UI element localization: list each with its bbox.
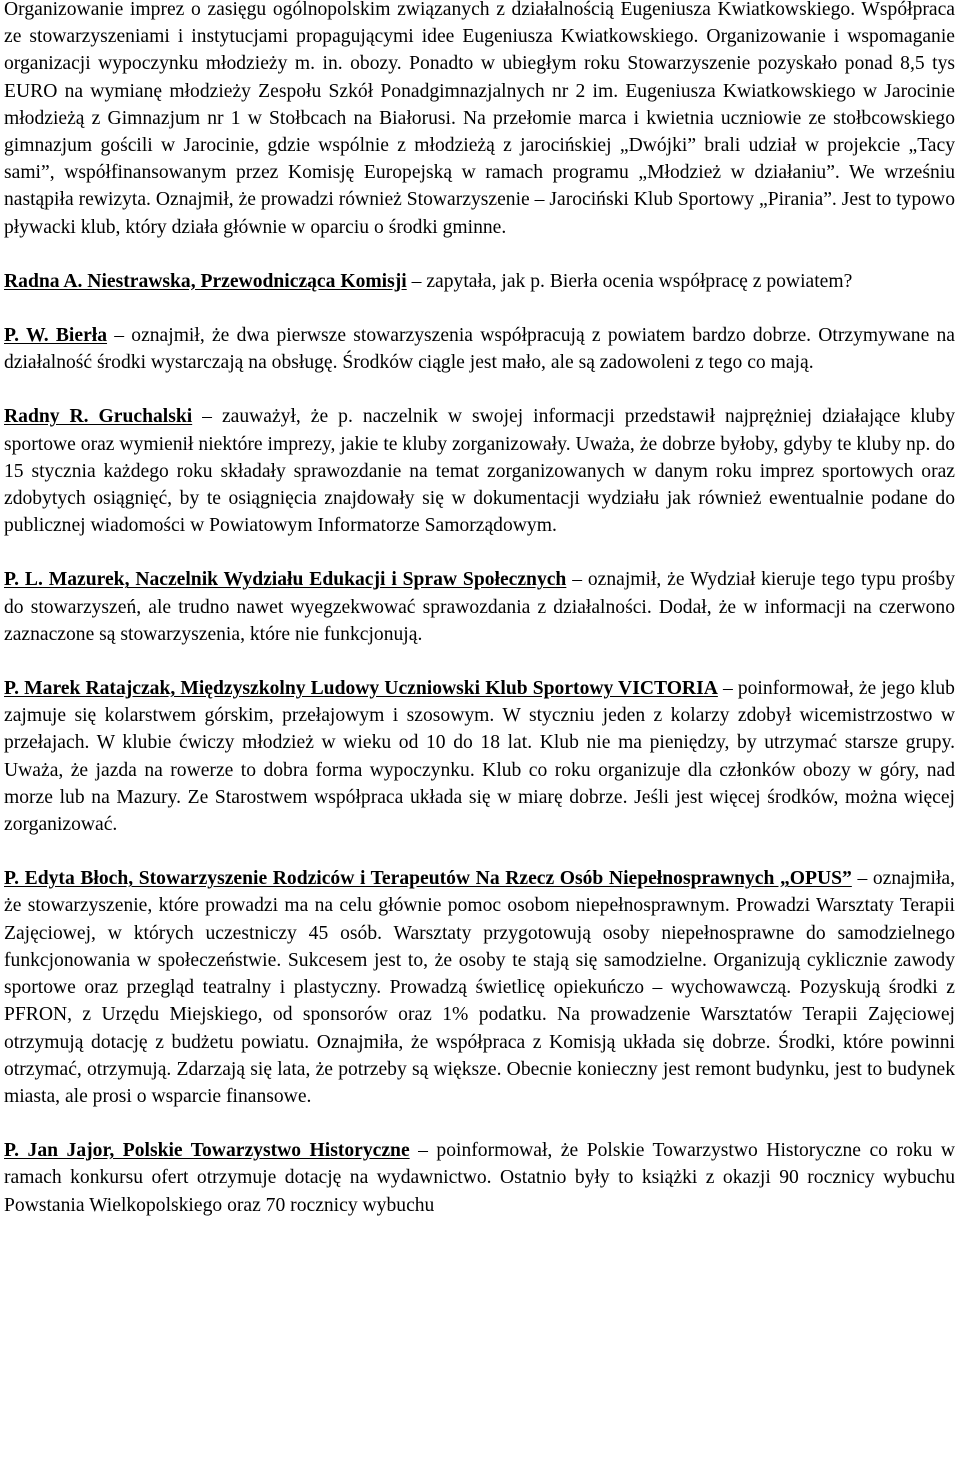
paragraph-4: [4, 403, 955, 539]
document-page: [4, 0, 955, 1219]
paragraph-2: [4, 268, 955, 295]
paragraph-8: [4, 1137, 955, 1219]
speaker-name-text: P. L. Mazurek, Naczelnik Wydziału Edukacji i Spraw Społecznych: [4, 569, 567, 591]
speaker-name-text: P. W. Bierła: [4, 325, 108, 347]
speaker-name-text: P. Edyta Błoch, Stowarzyszenie Rodziców i Terapeutów Na Rzecz Osób Niepełnosprawnych „OPUS”: [4, 868, 852, 890]
paragraph-4-text: – zauważył, że p. naczelnik w swojej informacji przedstawił najprężniej działające kluby sportowe oraz wymienił niektóre imprezy, jakie te kluby zorganizowały. Uważa, że dobrze byłoby, gdyby te kluby np. do 15 stycznia każdego roku składały sprawozdanie na temat zorganizowanych w danym roku imprez sportowych oraz zdobytych osiągnięć, by te osiągnięcia znajdowały się w dokumentacji wydziału jak również ewentualnie podane do publicznej wiadomości w Powiatowym Informatorze Samorządowym.: [4, 406, 955, 537]
speaker-name-text: Radny R. Gruchalski: [4, 406, 193, 428]
paragraph-1: [4, 0, 955, 241]
paragraph-5: [4, 566, 955, 648]
paragraph-3-text: – oznajmił, że dwa pierwsze stowarzyszenia współpracują z powiatem bardzo dobrze. Otrzymywane na działalność środki wystarczają na obsługę. Środków ciągle jest mało, ale są zadowoleni z tego co mają.: [4, 325, 955, 374]
paragraph-6-text: – poinformował, że jego klub zajmuje się kolarstwem górskim, przełajowym i szosowym. W styczniu jeden z kolarzy zdobył wicemistrzostwo w przełajach. W klubie ćwiczy młodzież w wieku od 10 do 18 lat. Klub nie ma pieniędzy, by utrzymać starsze grupy. Uważa, że jazda na rowerze to dobra forma wypoczynku. Klub co roku organizuje dla członków obozy w góry, nad morze lub na Mazury. Ze Starostwem współpraca układa się w miarę dobrze. Jeśli jest więcej środków, można więcej zorganizować.: [4, 678, 955, 836]
paragraph-3: [4, 322, 955, 376]
speaker-name-text: P. Jan Jajor, Polskie Towarzystwo Historyczne: [4, 1140, 410, 1162]
speaker-name-text: Radna A. Niestrawska, Przewodnicząca Komisji: [4, 270, 407, 292]
paragraph-2-text: – zapytała, jak p. Bierła ocenia współpracę z powiatem?: [406, 270, 853, 292]
paragraph-7-text: – oznajmiła, że stowarzyszenie, które prowadzi ma na celu głównie pomoc osobom niepełnosprawnym. Prowadzi Warsztaty Terapii Zajęciowej, w których uczestniczy 45 osób. Warsztaty przygotowują osoby niepełnosprawne do samodzielnego funkcjonowania w społeczeństwie. Sukcesem jest to, że osoby te stają się samodzielne. Organizują cyklicznie zawody sportowe oraz przegląd teatralny i plastyczny. Prowadzą świetlicę opiekuńczo – wychowawczą. Pozyskują środki z PFRON, z Urzędu Miejskiego, od sponsorów oraz 1% podatku. Na prowadzenie Warsztatów Terapii Zajęciowej otrzymują dotację z budżetu powiatu. Oznajmiła, że współpraca z Komisją układa się dobrze. Środki, które powinni otrzymać, otrzymują. Zdarzają się lata, że potrzeby są większe. Obecnie konieczny jest remont budynku, jest to budynek miasta, ale prosi o wsparcie finansowe.: [4, 868, 955, 1107]
paragraph-8-text: – poinformował, że Polskie Towarzystwo Historyczne co roku w ramach konkursu ofert otrzymuje dotację na wydawnictwo. Ostatnio były to książki z okazji 90 rocznicy wybuchu Powstania Wielkopolskiego oraz 70 rocznicy wybuchu: [4, 1140, 955, 1216]
speaker-name-text: P. Marek Ratajczak, Międzyszkolny Ludowy Uczniowski Klub Sportowy VICTORIA: [4, 678, 718, 700]
paragraph-1-text: Organizowanie imprez o zasięgu ogólnopolskim związanych z działalnością Eugeniusza Kwiatkowskiego. Współpraca ze stowarzyszeniami i instytucjami propagującymi idee Eugeniusza Kwiatkowskiego. Organizowanie i wspomaganie organizacji wypoczynku młodzieży m. in. obozy. Ponadto w ubiegłym roku Stowarzyszenie pozyskało ponad 8,5 tys EURO na wymianę młodzieży Zespołu Szkół Ponadgimnazjalnych nr 2 im. Eugeniusza Kwiatkowskiego w Jarocinie młodzieżą z Gimnazjum nr 1 w Stołbcach na Białorusi. Na przełomie marca i kwietnia uczniowie ze stołbcowskiego gimnazjum gościli w Jarocinie, gdzie wspólnie z młodzieżą z jarocińskiej „Dwójki” brali udział w projekcie „Tacy sami”, współfinansowanym przez Komisję Europejską w ramach programu „Młodzież w działaniu”. We wrześniu nastąpiła rewizyta. Oznajmił, że prowadzi również Stowarzyszenie – Jarociński Klub Sportowy „Pirania”. Jest to typowo pływacki klub, który działa głównie w oparciu o środki gminne.: [4, 0, 955, 238]
speaker-name: [4, 325, 107, 346]
paragraph-7: [4, 865, 955, 1110]
speaker-name: [4, 271, 407, 292]
paragraph-6: [4, 675, 955, 838]
speaker-name: [4, 1140, 410, 1161]
paragraph-5-text: – oznajmił, że Wydział kieruje tego typu prośby do stowarzyszeń, ale trudno nawet wyegzekwować sprawozdania z działalności. Dodał, że w informacji na czerwono zaznaczone są stowarzyszenia, które nie funkcjonują.: [4, 569, 955, 645]
speaker-name: [4, 678, 718, 699]
speaker-name: [4, 868, 852, 889]
speaker-name: [4, 569, 566, 590]
speaker-name: [4, 406, 192, 427]
